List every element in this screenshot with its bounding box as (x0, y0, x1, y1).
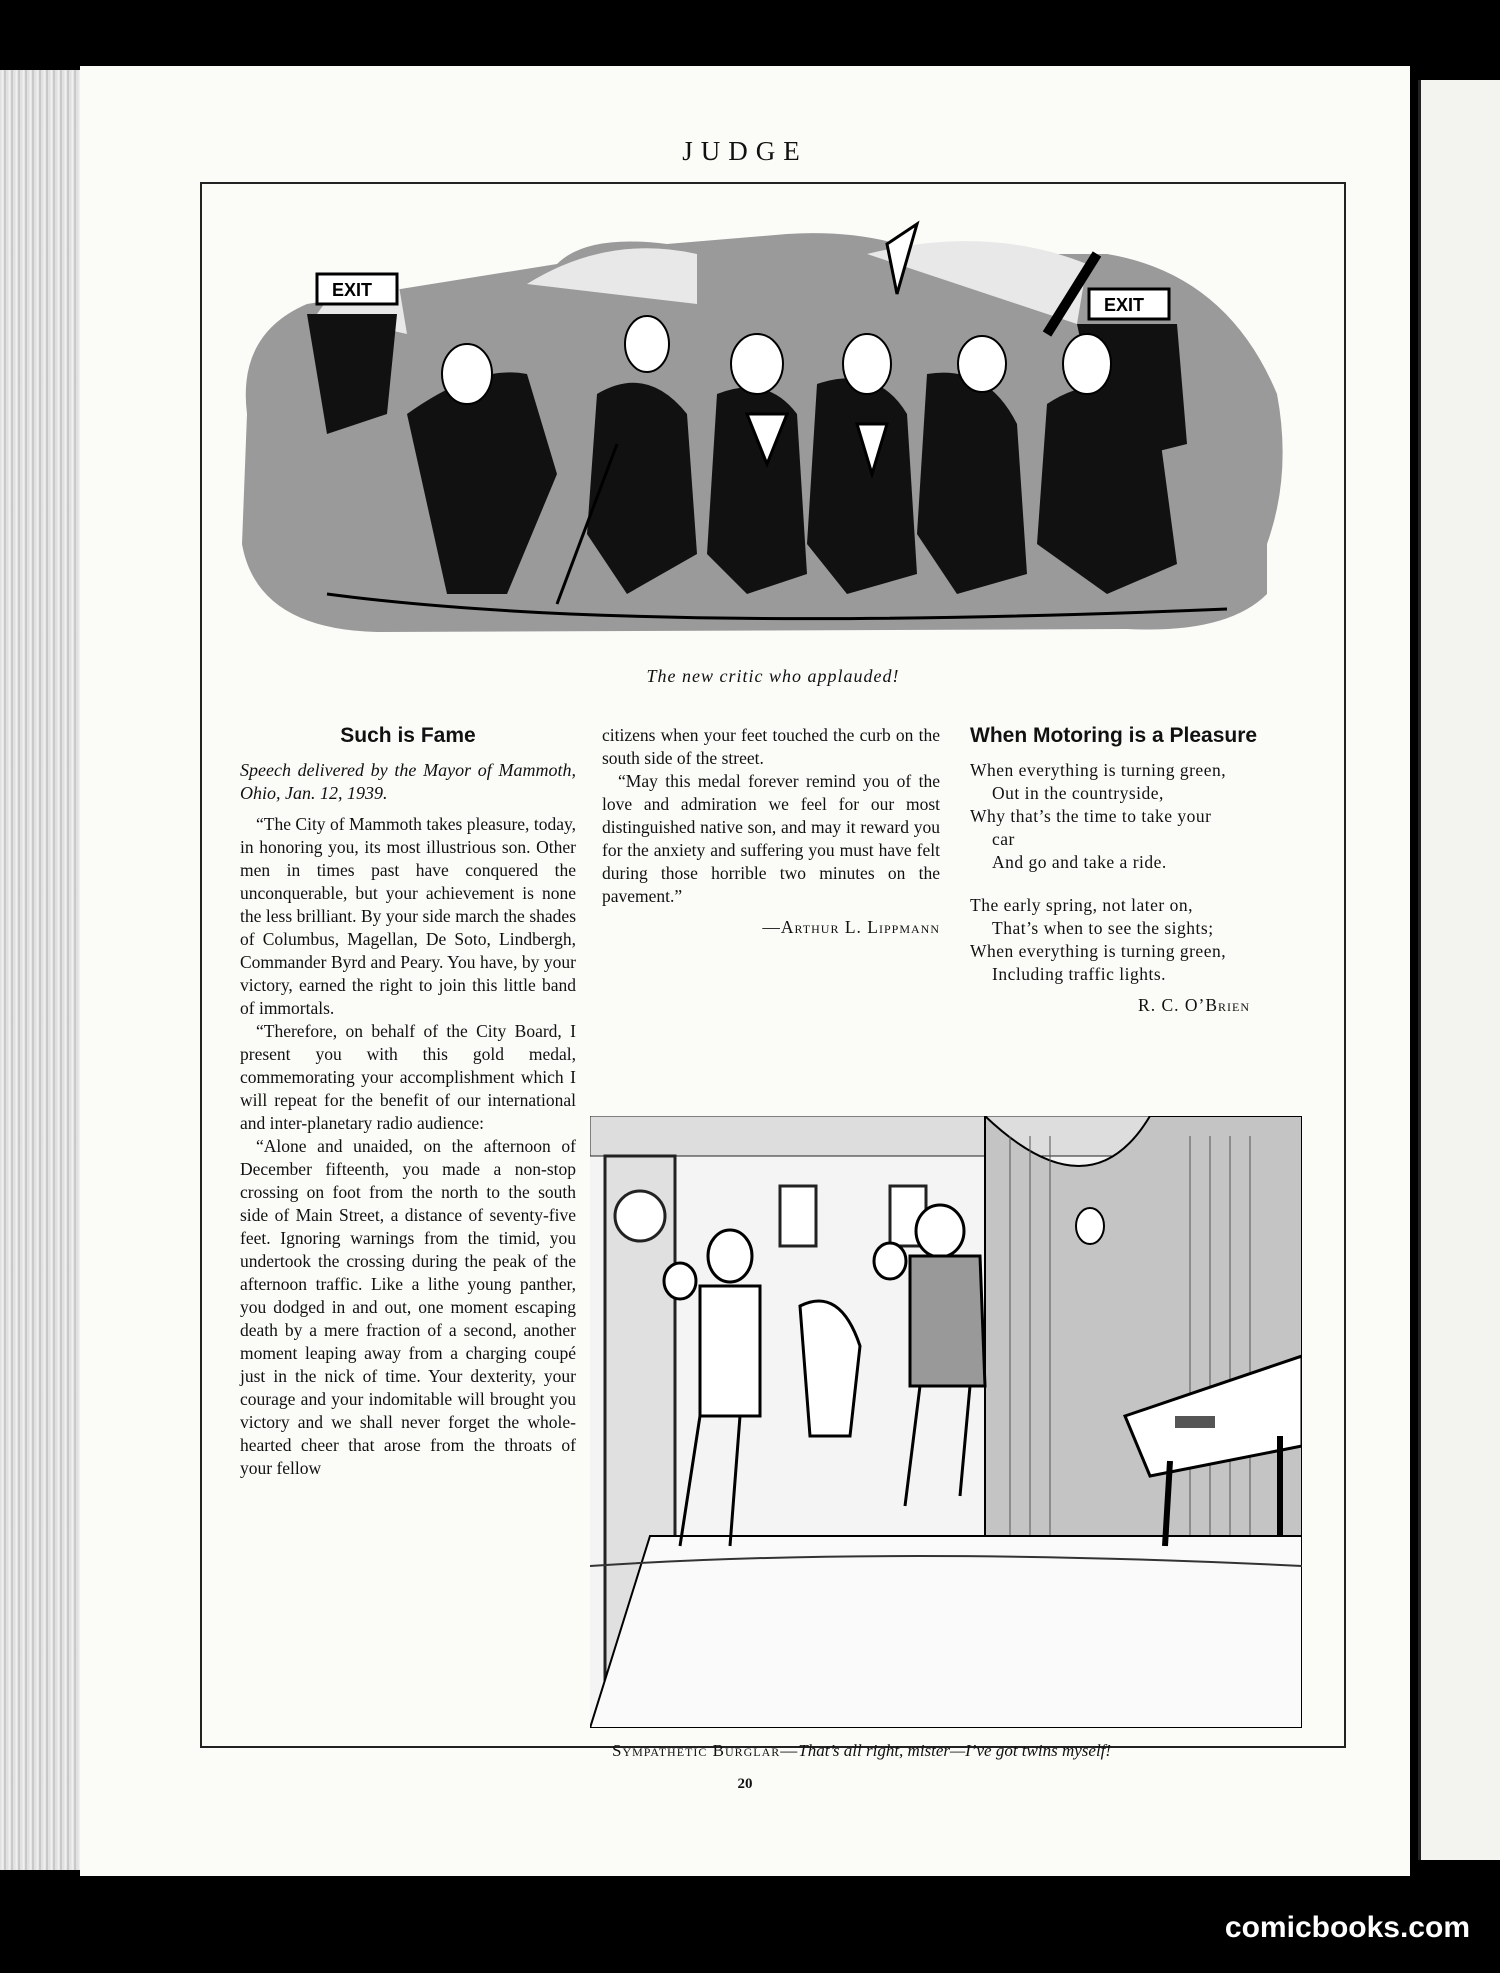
article-paragraph: “May this medal forever remind you of the love and admiration we feel for our most distinguished native son, and may it reward you for the anxiety and suffering you must have felt during those horrible two minutes on the pavement.” (602, 771, 940, 906)
top-cartoon-caption: The new critic who applauded! (646, 666, 900, 686)
stanza-break (970, 874, 1310, 894)
page-number: 20 (737, 1776, 753, 1792)
exit-sign-left: EXIT (332, 280, 373, 300)
facing-page-edge (1418, 80, 1500, 1860)
article-paragraph: citizens when your feet touched the curb on the south side of the street. (602, 725, 940, 768)
poem-line: And go and take a ride. (992, 852, 1167, 872)
article-paragraph: “Alone and unaided, on the afternoon of December fifteenth, you made a non-stop crossing on foot from the north to the south side of Main Street, a distance of seventy-five feet. Ignoring warnings from the timid, you undertook the crossing during the peak of the afternoon traffic. Like a lithe young panther, you dodged in and out, one moment escaping death by a mere fraction of a second, another moment leaping away from a charging coupé just in the nick of time. Your dexterity, your courage and your indomitable will brought you victory and we shall never forget the whole-hearted cheer that arose from the throats of your fellow (240, 1136, 576, 1478)
poem-line: Including traffic lights. (992, 964, 1167, 984)
poem-motoring (970, 724, 1310, 1017)
article-paragraph: “The City of Mammoth takes pleasure, today, in honoring you, its most illustrious son. Other men in times past have conquered the unconquerable, but your achievement is none the less brilliant. By your side march the shades of Columbus, Magellan, De Soto, Lindbergh, Commander Byrd and Peary. You have, by your victory, earned the right to join this little band of immortals. (240, 814, 576, 1018)
poem-line: When everything is turning green, (970, 760, 1227, 780)
article-such-is-fame-continued (602, 724, 940, 939)
poem-byline: R. C. O’Brien (1138, 995, 1250, 1015)
poem-body (970, 759, 1310, 986)
poem-line: The early spring, not later on, (970, 895, 1194, 915)
poem-line: car (992, 829, 1015, 849)
poem-line: Why that’s the time to take your (970, 806, 1212, 826)
poem-title: When Motoring is a Pleasure (970, 724, 1258, 747)
article-title: Such is Fame (340, 724, 476, 747)
article-subhead: Speech delivered by the Mayor of Mammoth, Ohio, Jan. 12, 1939. (240, 760, 576, 803)
content-frame (200, 182, 1346, 1760)
book-page-edges (0, 70, 80, 1870)
concert-cartoon (227, 214, 1299, 639)
burglar-cartoon-caption (612, 1739, 1292, 1763)
article-paragraph: “Therefore, on behalf of the City Board, I present you with this gold medal, commemorating your accomplishment which I will repeat for the benefit of our international and inter-planetary radio audience: (240, 1021, 576, 1133)
poem-line: When everything is turning green, (970, 941, 1227, 961)
poem-line: That’s when to see the sights; (992, 918, 1214, 938)
masthead: JUDGE (682, 136, 808, 166)
watermark: comicbooks.com (1224, 1911, 1470, 1944)
caption-speaker: Sympathetic Burglar— (612, 1741, 799, 1760)
magazine-page (80, 66, 1410, 1876)
article-such-is-fame (240, 724, 576, 1480)
exit-sign-right: EXIT (1104, 295, 1145, 315)
poem-line: Out in the countryside, (992, 783, 1164, 803)
burglar-cartoon (590, 1116, 1302, 1728)
caption-quote: That’s all right, mister—I’ve got twins myself! (798, 1741, 1112, 1760)
article-byline: —Arthur L. Lippmann (762, 917, 940, 937)
